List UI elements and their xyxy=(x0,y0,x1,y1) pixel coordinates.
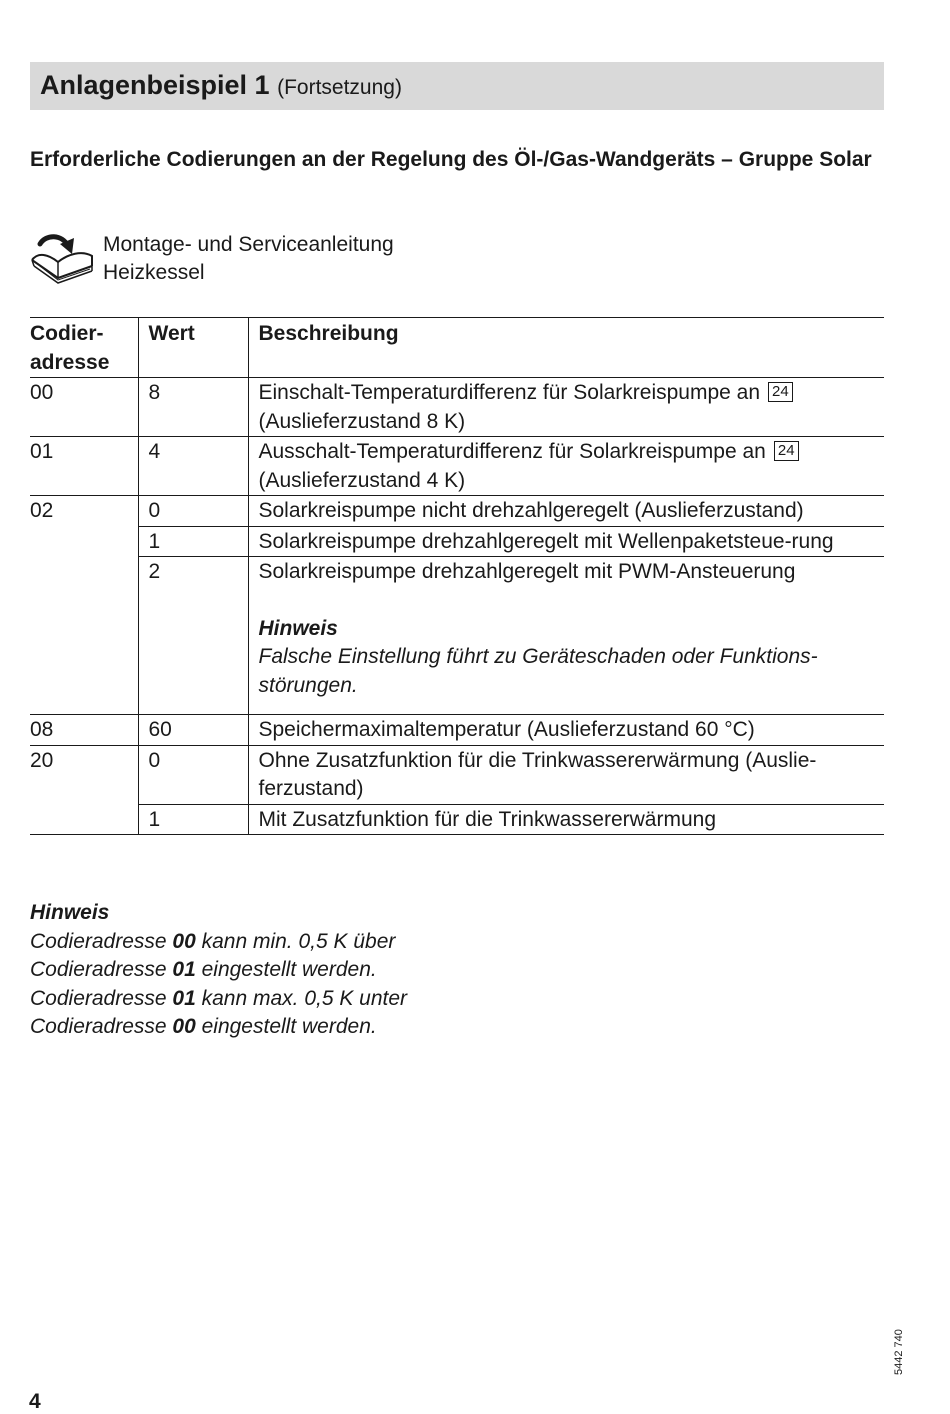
cell-value: 60 xyxy=(138,715,248,746)
page-number: 4 xyxy=(29,1390,41,1413)
reference-line-1: Montage- und Serviceanleitung xyxy=(103,233,394,256)
table-row xyxy=(30,745,884,804)
note-title: Hinweis xyxy=(30,901,110,924)
table-row xyxy=(30,378,884,437)
hint-title: Hinweis xyxy=(258,616,338,640)
page-header xyxy=(30,62,884,110)
header-description: Beschreibung xyxy=(248,318,884,378)
cell-value: 1 xyxy=(138,804,248,835)
note-line: Codieradresse 01 eingestellt werden. xyxy=(30,958,377,981)
coding-table xyxy=(30,317,884,835)
cell-description: Solarkreispumpe drehzahlgeregelt mit PWM-Ansteuerung Hinweis Falsche Einstellung führt zu Geräteschaden oder Funktions-störungen. xyxy=(248,557,884,715)
cell-value: 2 xyxy=(138,557,248,715)
cell-address: 00 xyxy=(30,378,138,437)
figure-ref-box: 24 xyxy=(774,441,799,461)
cell-address: 01 xyxy=(30,437,138,496)
page-title: Anlagenbeispiel 1 (Fortsetzung) xyxy=(40,70,402,100)
cell-address xyxy=(30,557,138,715)
cell-value: 0 xyxy=(138,496,248,527)
table-row xyxy=(30,526,884,557)
figure-ref-box: 24 xyxy=(768,382,793,402)
cell-address: 02 xyxy=(30,496,138,527)
cell-value: 1 xyxy=(138,526,248,557)
note-line: Codieradresse 00 kann min. 0,5 K über xyxy=(30,929,396,953)
table-row xyxy=(30,557,884,715)
cell-description: Einschalt-Temperaturdifferenz für Solarkreispumpe an 24 (Auslieferzustand 8 K) xyxy=(248,378,884,437)
section-heading: Erforderliche Codierungen an der Regelung des Öl-/Gas-Wandgeräts – Gruppe Solar xyxy=(30,148,872,171)
cell-address xyxy=(30,526,138,557)
note-line: Codieradresse 01 kann max. 0,5 K unter xyxy=(30,986,408,1010)
cell-description: Ausschalt-Temperaturdifferenz für Solarkreispumpe an 24 (Auslieferzustand 4 K) xyxy=(248,437,884,496)
hint-text: Falsche Einstellung führt zu Geräteschaden oder Funktions-störungen. xyxy=(258,645,818,697)
table-row xyxy=(30,437,884,496)
note-line: Codieradresse 00 eingestellt werden. xyxy=(30,1015,377,1038)
cell-address: 08 xyxy=(30,715,138,746)
book-reference-icon xyxy=(28,230,96,286)
cell-value: 4 xyxy=(138,437,248,496)
cell-value: 8 xyxy=(138,378,248,437)
cell-description: Mit Zusatzfunktion für die Trinkwassererwärmung xyxy=(248,804,884,835)
table-header-row xyxy=(30,318,884,378)
reference-line-2: Heizkessel xyxy=(103,261,205,284)
reference-text xyxy=(103,231,394,287)
cell-description: Solarkreispumpe nicht drehzahlgeregelt (Auslieferzustand) xyxy=(248,496,884,527)
cell-description: Speichermaximaltemperatur (Auslieferzustand 60 °C) xyxy=(248,715,884,746)
header-address: Codier-adresse xyxy=(30,318,138,378)
cell-value: 0 xyxy=(138,745,248,804)
header-value: Wert xyxy=(138,318,248,378)
cell-description: Solarkreispumpe drehzahlgeregelt mit Wellenpaketsteue-rung xyxy=(248,526,884,557)
page-subtitle: (Fortsetzung) xyxy=(277,76,402,99)
table-row xyxy=(30,715,884,746)
document-number: 5442 740 xyxy=(893,1329,905,1375)
table-row xyxy=(30,496,884,527)
cell-address xyxy=(30,804,138,835)
cell-address: 20 xyxy=(30,745,138,804)
note-block xyxy=(30,899,407,1042)
table-row xyxy=(30,804,884,835)
hint-block xyxy=(259,615,879,701)
cell-description: Ohne Zusatzfunktion für die Trinkwassererwärmung (Auslie-ferzustand) xyxy=(248,745,884,804)
